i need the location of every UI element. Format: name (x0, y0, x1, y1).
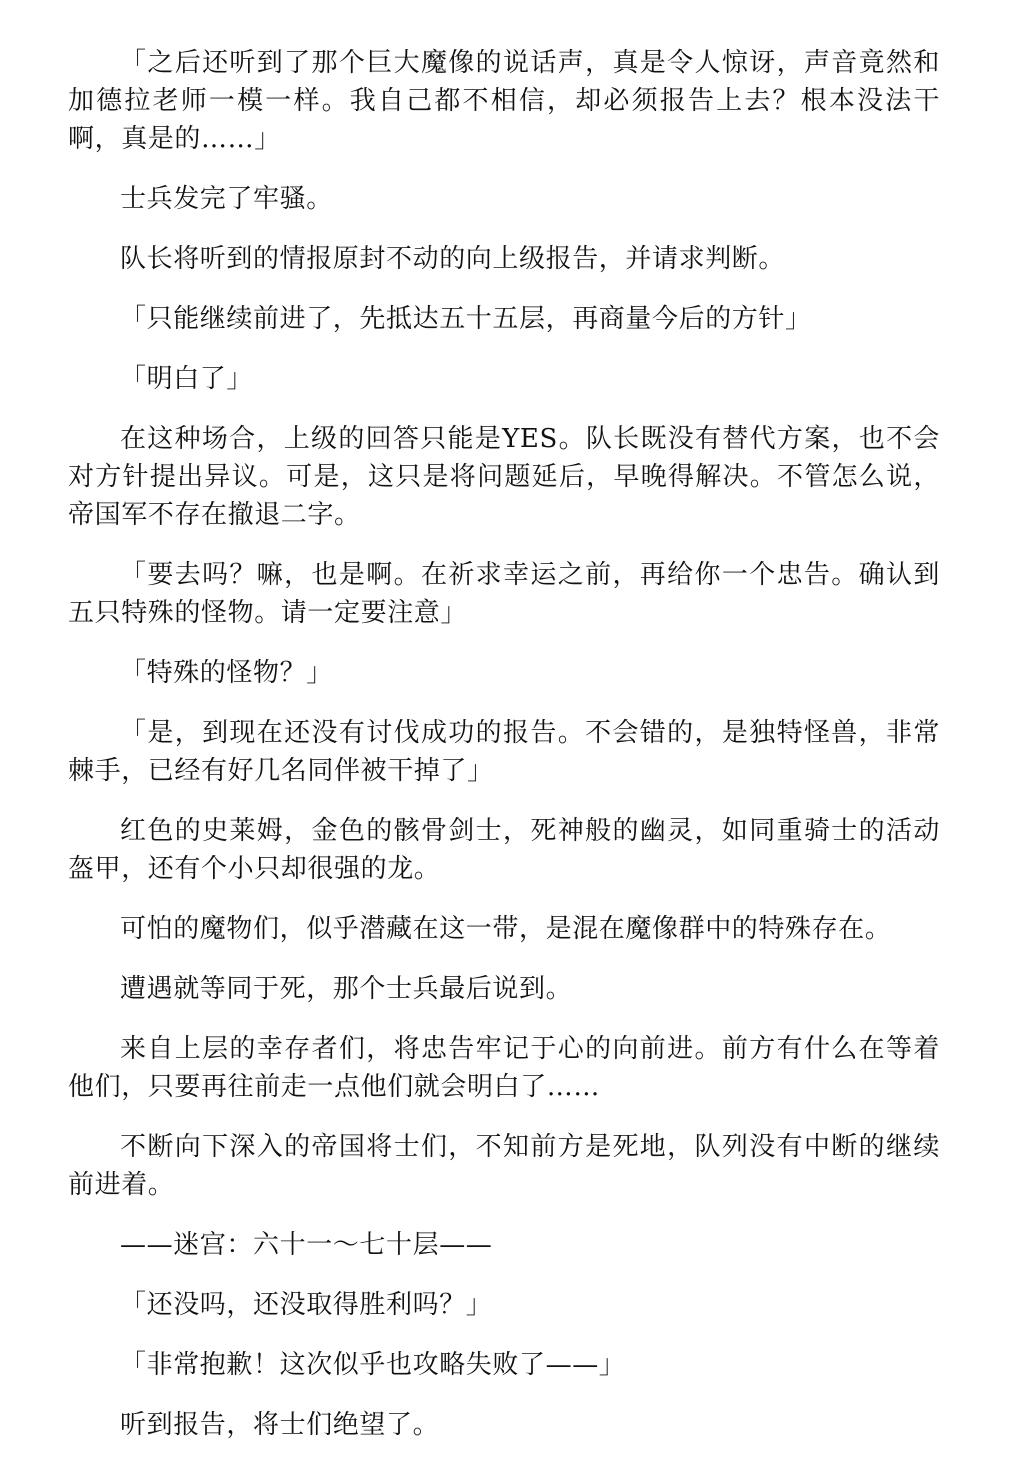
paragraph: 红色的史莱姆，金色的骸骨剑士，死神般的幽灵，如同重骑士的活动盔甲，还有个小只却很强的龙。 (68, 816, 940, 884)
paragraph: 来自上层的幸存者们，将忠告牢记于心的向前进。前方有什么在等着他们，只要再往前走一点他们就会明白了…… (68, 1034, 940, 1102)
paragraph: 可怕的魔物们，似乎潜藏在这一带，是混在魔像群中的特殊存在。 (120, 914, 892, 944)
paragraph: 「是，到现在还没有讨伐成功的报告。不会错的，是独特怪兽，非常棘手，已经有好几名同伴被干掉了」 (68, 718, 940, 786)
paragraph: 在这种场合，上级的回答只能是YES。队长既没有替代方案，也不会对方针提出异议。可是，这只是将问题延后，早晚得解决。不管怎么说，帝国军不存在撤退二字。 (68, 424, 940, 530)
paragraph: 不断向下深入的帝国将士们，不知前方是死地，队列没有中断的继续前进着。 (68, 1132, 940, 1200)
paragraph: 士兵发完了牢骚。 (120, 184, 333, 214)
paragraph: 「之后还听到了那个巨大魔像的说话声，真是令人惊讶，声音竟然和加德拉老师一模一样。我自己都不相信，却必须报告上去？根本没法干啊，真是的……」 (68, 48, 940, 154)
paragraph: 队长将听到的情报原封不动的向上级报告，并请求判断。 (120, 244, 786, 274)
document-page (68, 44, 940, 1466)
paragraph: 「只能继续前进了，先抵达五十五层，再商量今后的方针」 (120, 304, 812, 334)
section-heading: ——迷宫：六十一～七十层—— (120, 1230, 493, 1260)
paragraph: 「明白了」 (120, 364, 254, 394)
paragraph: 「非常抱歉！这次似乎也攻略失败了——」 (120, 1350, 626, 1380)
paragraph: 遭遇就等同于死，那个士兵最后说到。 (120, 974, 573, 1004)
paragraph: 「要去吗？嘛，也是啊。在祈求幸运之前，再给你一个忠告。确认到五只特殊的怪物。请一定要注意」 (68, 560, 940, 628)
paragraph: 「还没吗，还没取得胜利吗？」 (120, 1290, 493, 1320)
paragraph: 「特殊的怪物？」 (120, 658, 333, 688)
paragraph: 听到报告，将士们绝望了。 (120, 1410, 440, 1440)
